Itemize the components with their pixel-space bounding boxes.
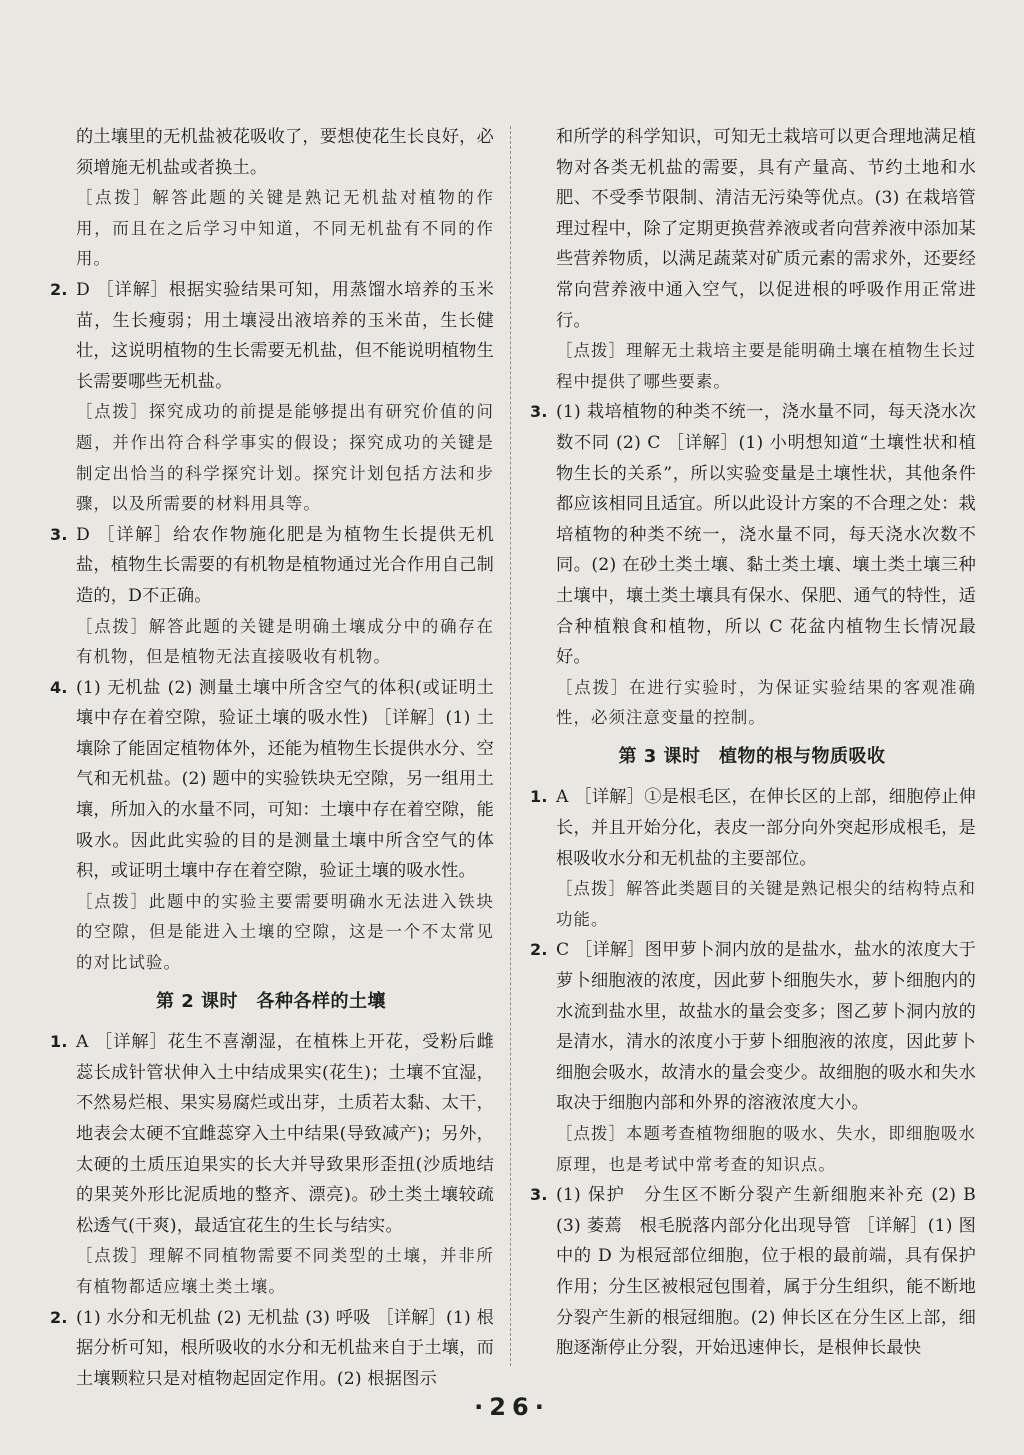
item-number: 2. [50,1307,68,1327]
item-number: 4. [50,677,68,697]
intro-text: 的土壤里的无机盐被花吸收了，要想使花生长良好，必须增施无机盐或者换土。 [76,127,494,178]
answer-item [528,397,976,672]
item-text: (1) 水分和无机盐 (2) 无机盐 (3) 呼吸 ［详解］(1) 根据分析可知，根所吸收的水分和无机盐来自于土壤，而土壤颗粒只是对植物起固定作用。(2) 根据图示 [76,1307,494,1389]
intro-tip: ［点拨］解答此题的关键是熟记无机盐对植物的作用，而且在之后学习中知道，不同无机盐有不同的作用。 [76,188,494,269]
item-text: A ［详解］①是根毛区，在伸长区的上部，细胞停止伸长，并且开始分化，表皮一部分向外突起形成根毛，是根吸收水分和无机盐的主要部位。 [556,787,976,869]
answer-item [48,520,494,612]
answer-item [528,1180,976,1364]
page-number [0,1393,1024,1421]
left-column [48,122,494,1394]
item-tip: ［点拨］探究成功的前提是能够提出有研究价值的问题，并作出符合科学事实的假设；探究成功的关键是制定出恰当的科学探究计划。探究计划包括方法和步骤，以及所需要的材料用具等。 [76,402,494,514]
answer-item [48,1303,494,1395]
item-number: 3. [530,1185,548,1205]
item-number: 2. [530,940,548,960]
item-text: C ［详解］图甲萝卜洞内放的是盐水，盐水的浓度大于萝卜细胞液的浓度，因此萝卜细胞失水，萝卜细胞内的水流到盐水里，故盐水的量会变多；图乙萝卜洞内放的是清水，清水的浓度小于萝卜细胞液的浓度，因此萝卜细胞会吸水，故清水的量会变少。故细胞的吸水和失水取决于细胞内部和外界的溶液浓度大小。 [556,940,976,1114]
right-column [528,122,976,1364]
answer-item [528,782,976,874]
column-divider [510,126,511,1366]
item-number: 1. [50,1032,68,1052]
item-text: D ［详解］给农作物施化肥是为植物生长提供无机盐，植物生长需要的有机物是植物通过光合作用自己制造的，D不正确。 [76,524,494,606]
item-number: 3. [50,524,68,544]
section-title: 第 3 课时 植物的根与物质吸收 [618,745,886,767]
page-dot-right: · [534,1393,550,1421]
item-tip: ［点拨］本题考查植物细胞的吸水、失水，即细胞吸水原理，也是考试中常考查的知识点。 [556,1124,976,1174]
answer-item [528,935,976,1119]
page-dot-left: · [474,1393,490,1421]
item-tip: ［点拨］解答此类题目的关键是熟记根尖的结构特点和功能。 [556,879,976,929]
item-number: 1. [530,787,548,807]
continued-text: 和所学的科学知识，可知无土栽培可以更合理地满足植物对各类无机盐的需要，具有产量高、节约土地和水肥、不受季节限制、清洁无污染等优点。(3) 在栽培管理过程中，除了定期更换营养液或者向营养液中添加某些营养物质，以满足蔬菜对矿质元素的需求外，还要经常向营养液中通入空气，以促进根的呼吸作用正常进行。 [556,127,976,331]
answer-item [48,275,494,397]
item-tip: ［点拨］在进行实验时，为保证实验结果的客观准确性，必须注意变量的控制。 [556,677,976,728]
item-number: 2. [50,279,68,299]
item-text: A ［详解］花生不喜潮湿，在植株上开花，受粉后雌蕊长成针管状伸入土中结成果实(花生)；土壤不宜湿，不然易烂根、果实易腐烂或出芽，土质若太黏、太干，地表会太硬不宜雌蕊穿入土中结果(导致减产)；另外，太硬的土质压迫果实的长大并导致果形歪扭(沙质地结的果荚外形比泥质地的整齐、漂亮)。砂土类土壤较疏松透气(干爽)，最适宜花生的生长与结实。 [76,1032,494,1236]
page-number-value: 26 [489,1393,535,1421]
item-text: (1) 保护 分生区不断分裂产生新细胞来补充 (2) B (3) 萎蔫 根毛脱落内部分化出现导管 ［详解］(1) 图中的 D 为根冠部位细胞，位于根的最前端，具有保护作用；分生区被根冠包围着，属于分生组织，能不断地分裂产生新的根冠细胞。(2) 伸长区在分生区上部，细胞逐渐停止分裂，开始迅速伸长，是根伸长最快 [556,1185,976,1359]
item-tip: ［点拨］理解不同植物需要不同类型的土壤，并非所有植物都适应壤土类土壤。 [76,1246,494,1296]
item-tip: ［点拨］解答此题的关键是明确土壤成分中的确存在有机物，但是植物无法直接吸收有机物。 [76,616,494,667]
answer-item [48,1027,494,1241]
item-text: D ［详解］根据实验结果可知，用蒸馏水培养的玉米苗，生长瘦弱；用土壤浸出液培养的玉米苗，生长健壮，这说明植物的生长需要无机盐，但不能说明植物生长需要哪些无机盐。 [76,279,494,392]
item-tip: ［点拨］此题中的实验主要需要明确水无法进入铁块的空隙，但是能进入土壤的空隙，这是一个不太常见的对比试验。 [76,891,494,973]
section-title: 第 2 课时 各种各样的土壤 [155,990,387,1012]
item-text: (1) 栽培植物的种类不统一，浇水量不同，每天浇水次数不同 (2) C ［详解］(1) 小明想知道“土壤性状和植物生长的关系”，所以实验变量是土壤性状，其他条件都应该相同且适宜。所以此设计方案的不合理之处：栽培植物的种类不统一，浇水量不同，每天浇水次数不同。(2) 在砂土类土壤、黏土类土壤、壤土类土壤三种土壤中，壤土类土壤具有保水、保肥、通气的特性，适合种植粮食和植物，所以 C 花盆内植物生长情况最好。 [556,402,976,668]
item-number: 3. [530,402,548,422]
item-text: (1) 无机盐 (2) 测量土壤中所含空气的体积(或证明土壤中存在着空隙，验证土壤的吸水性) ［详解］(1) 土壤除了能固定植物体外，还能为植物生长提供水分、空气和无机盐。(2) 题中的实验铁块无空隙，另一组用土壤，所加入的水量不同，可知：土壤中存在着空隙，能吸水。因此此实验的目的是测量土壤中所含空气的体积，或证明土壤中存在着空隙，验证土壤的吸水性。 [76,677,494,882]
answer-item [48,673,494,887]
continued-tip: ［点拨］理解无土栽培主要是能明确土壤在植物生长过程中提供了哪些要素。 [556,341,976,391]
